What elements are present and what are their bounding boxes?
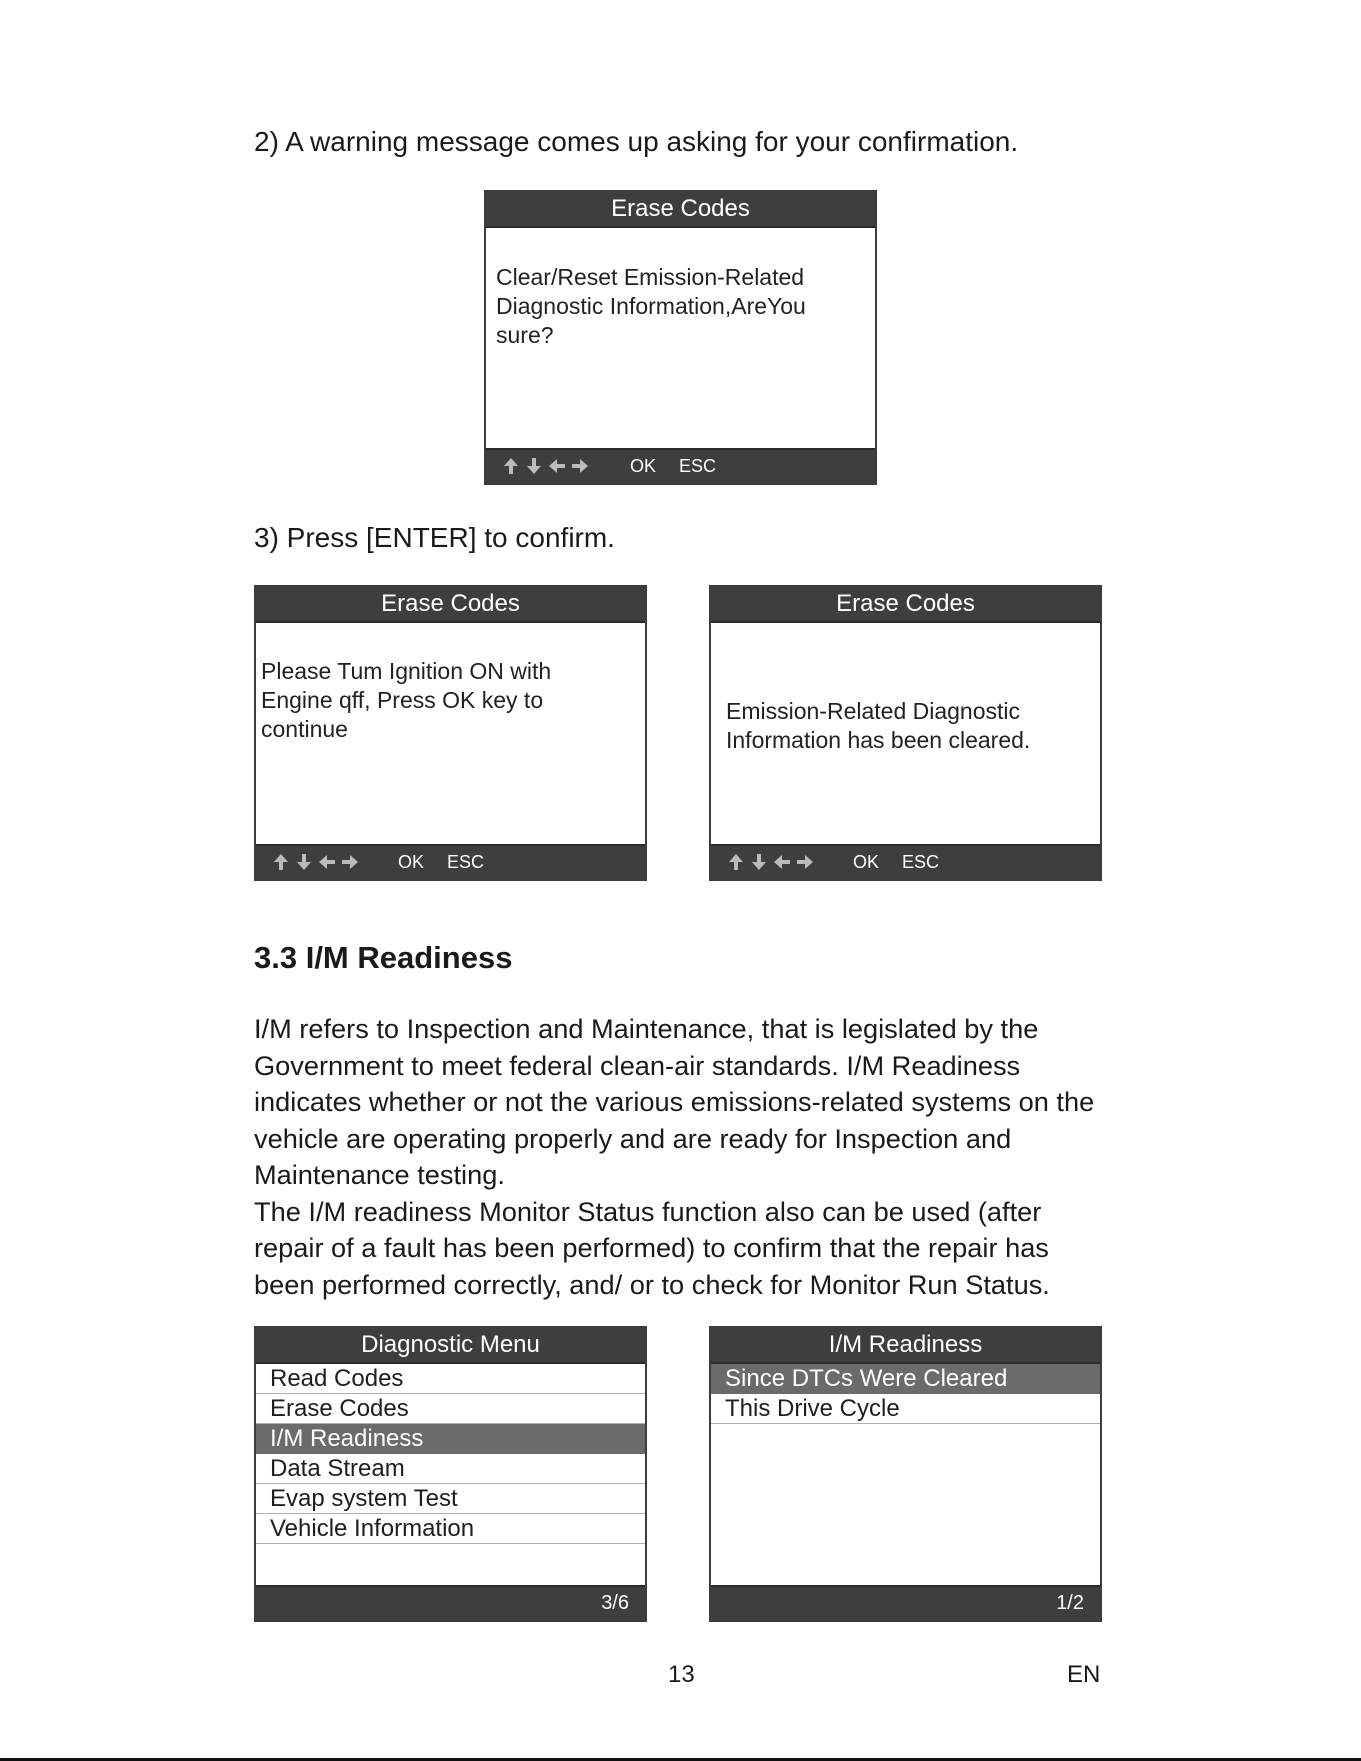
paragraph-2: The I/M readiness Monitor Status function also can be used (after repair of a fault has been performed) to confirm that the repair has been performed correctly, and/ or to check for Monitor Run Status. [254, 1195, 1050, 1300]
arrow-keys [727, 853, 814, 871]
im-readiness-screen [709, 1326, 1102, 1622]
screen-title: Diagnostic Menu [256, 1328, 645, 1362]
ok-key-label: OK [853, 852, 880, 872]
arrow-up-icon [502, 457, 520, 475]
erase-codes-ignition-screen [254, 585, 647, 881]
arrow-left-icon [318, 853, 336, 871]
arrow-down-icon [525, 457, 543, 475]
language-code: EN [1067, 1661, 1101, 1688]
screen-footer [711, 846, 1100, 879]
screen-body [256, 1362, 645, 1587]
menu-item[interactable]: This Drive Cycle [711, 1394, 1100, 1424]
menu-item[interactable]: Data Stream [256, 1454, 645, 1484]
body-text [254, 1011, 1114, 1303]
section-title: 3.3 I/M Readiness [254, 940, 513, 975]
arrow-left-icon [773, 853, 791, 871]
menu-item[interactable]: Erase Codes [256, 1394, 645, 1424]
step-3-text: 3) Press [ENTER] to confirm. [254, 522, 615, 553]
step-2-text: 2) A warning message comes up asking for your confirmation. [254, 126, 1019, 157]
ok-key-label: OK [398, 852, 425, 872]
screen-title: I/M Readiness [711, 1328, 1100, 1362]
screen-footer [711, 1587, 1100, 1620]
esc-key-label: ESC [679, 456, 717, 476]
diagnostic-menu-list [256, 1364, 645, 1544]
arrow-left-icon [548, 457, 566, 475]
screen-body [711, 1362, 1100, 1587]
screen-footer [256, 1587, 645, 1620]
screen-message: Clear/Reset Emission-Related Diagnostic Information,AreYou sure? [496, 264, 806, 348]
menu-item[interactable]: Evap system Test [256, 1484, 645, 1514]
screen-body [711, 621, 1100, 846]
arrow-right-icon [341, 853, 359, 871]
screen-footer [486, 450, 875, 483]
page-indicator: 3/6 [601, 1592, 629, 1614]
ok-key-label: OK [630, 456, 657, 476]
arrow-up-icon [727, 853, 745, 871]
im-readiness-menu-list [711, 1364, 1100, 1424]
screen-message: Emission-Related Diagnostic Information has been cleared. [726, 698, 1031, 753]
esc-key-label: ESC [902, 852, 940, 872]
arrow-right-icon [571, 457, 589, 475]
arrow-keys [502, 457, 589, 475]
arrow-down-icon [295, 853, 313, 871]
diagnostic-menu-screen [254, 1326, 647, 1622]
screen-title: Erase Codes [256, 587, 645, 621]
erase-codes-confirm-screen [484, 190, 877, 485]
menu-item[interactable]: Since DTCs Were Cleared [711, 1364, 1100, 1394]
screen-body [486, 226, 875, 450]
screen-body [256, 621, 645, 846]
page-number: 13 [668, 1661, 695, 1688]
page-indicator: 1/2 [1056, 1592, 1084, 1614]
arrow-down-icon [750, 853, 768, 871]
screen-message: Please Tum Ignition ON with Engine qff, Press OK key to continue [261, 658, 552, 742]
screen-title: Erase Codes [711, 587, 1100, 621]
screen-footer [256, 846, 645, 879]
arrow-up-icon [272, 853, 290, 871]
arrow-keys [272, 853, 359, 871]
esc-key-label: ESC [447, 852, 485, 872]
menu-item[interactable]: Read Codes [256, 1364, 645, 1394]
erase-codes-cleared-screen [709, 585, 1102, 881]
screen-title: Erase Codes [486, 192, 875, 226]
menu-item[interactable]: I/M Readiness [256, 1424, 645, 1454]
menu-item[interactable]: Vehicle Information [256, 1514, 645, 1544]
paragraph-1: I/M refers to Inspection and Maintenance, that is legislated by the Government to meet federal clean-air standards. I/M Readiness indicates whether or not the various emissions-related systems on the vehicle are operating properly and are ready for Inspection and Maintenance testing. [254, 1013, 1095, 1190]
arrow-right-icon [796, 853, 814, 871]
